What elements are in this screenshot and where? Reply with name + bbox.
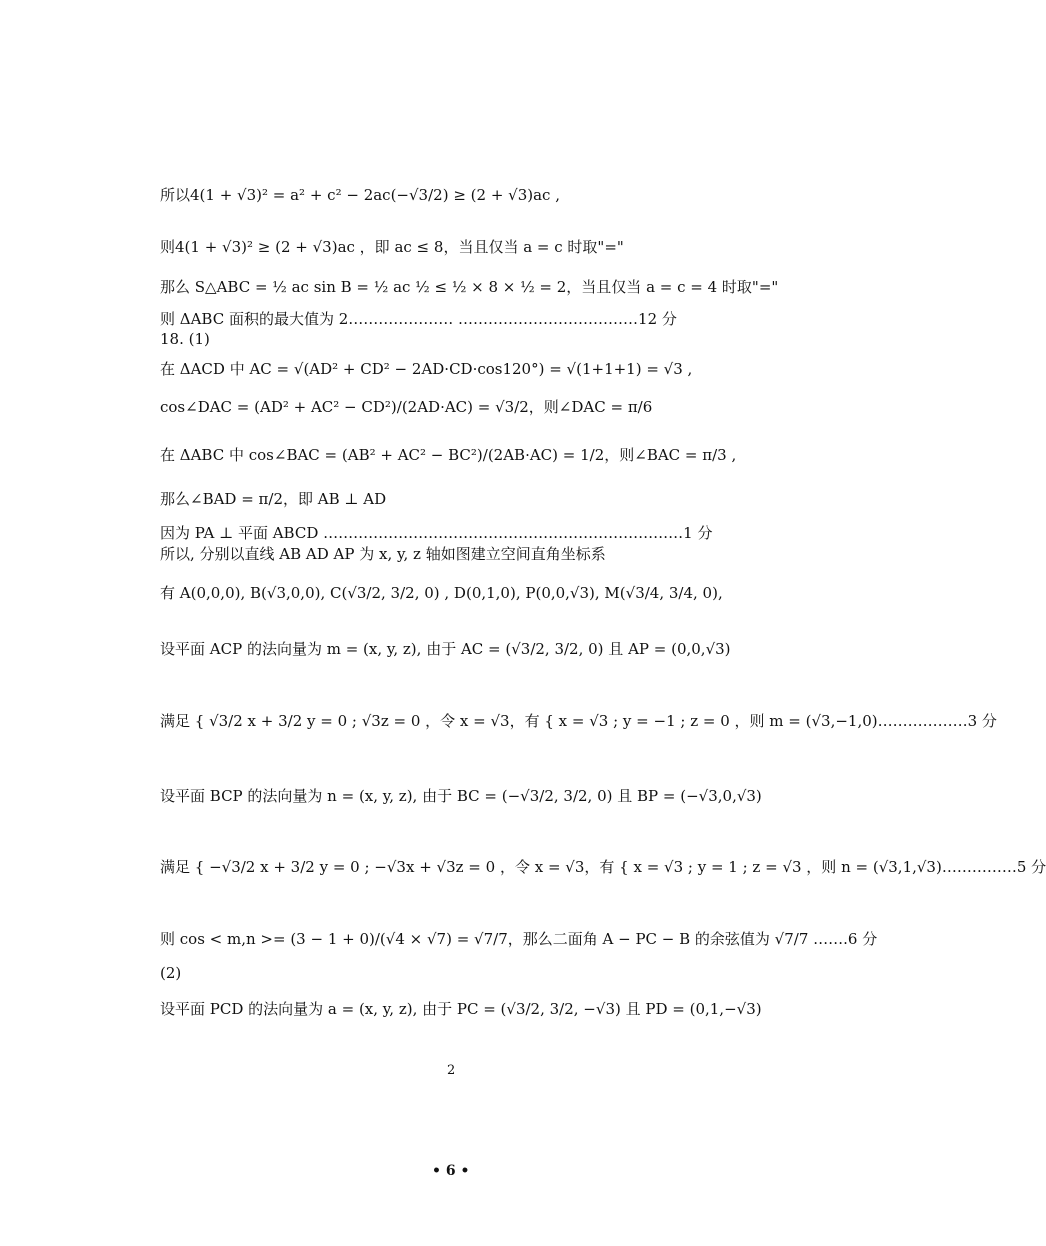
line-2: 则4(1 + √3)² ≥ (2 + √3)ac ，即 ac ≤ 8，当且仅当 a = c 时取"=": [160, 238, 624, 256]
line-8: 在 ΔABC 中 cos∠BAC = (AB² + AC² − BC²)/(2AB·AC) = 1/2，则∠BAC = π/3 ,: [160, 446, 737, 464]
line-1: 所以4(1 + √3)² = a² + c² − 2ac(−√3/2) ≥ (2 + √3)ac ,: [160, 186, 560, 204]
line-19: 设平面 PCD 的法向量为 a = (x, y, z), 由于 PC = (√3/2, 3/2, −√3) 且 PD = (0,1,−√3): [160, 1000, 762, 1018]
line-11: 所以, 分别以直线 AB AD AP 为 x, y, z 轴如图建立空间直角坐标系: [160, 545, 606, 563]
line-6: 在 ΔACD 中 AC = √(AD² + CD² − 2AD·CD·cos120°) = √(1+1+1) = √3 ,: [160, 360, 693, 378]
line-12: 有 A(0,0,0), B(√3,0,0), C(√3/2, 3/2, 0) , D(0,1,0), P(0,0,√3), M(√3/4, 3/4, 0),: [160, 584, 723, 602]
page-number: 2: [447, 1063, 456, 1078]
line-17: 则 cos < m,n >= (3 − 1 + 0)/(√4 × √7) = √7/7，那么二面角 A − PC − B 的余弦值为 √7/7 …….6 分: [160, 930, 878, 948]
line-14: 满足 { √3/2 x + 3/2 y = 0 ; √3z = 0 ，令 x = √3，有 { x = √3 ; y = −1 ; z = 0 ，则 m = (√3,−1,0)………………3 分: [160, 712, 997, 730]
line-3: 那么 S△ABC = ½ ac sin B = ½ ac ½ ≤ ½ × 8 × ½ = 2，当且仅当 a = c = 4 时取"=": [160, 278, 779, 296]
line-16: 满足 { −√3/2 x + 3/2 y = 0 ; −√3x + √3z = 0 ，令 x = √3，有 { x = √3 ; y = 1 ; z = √3 ，则 n = (√3,1,√3)……………5 分: [160, 858, 1046, 876]
line-15: 设平面 BCP 的法向量为 n = (x, y, z), 由于 BC = (−√3/2, 3/2, 0) 且 BP = (−√3,0,√3): [160, 787, 762, 805]
line-9: 那么∠BAD = π/2，即 AB ⊥ AD: [160, 490, 387, 508]
line-13: 设平面 ACP 的法向量为 m = (x, y, z), 由于 AC = (√3/2, 3/2, 0) 且 AP = (0,0,√3): [160, 640, 731, 658]
footer-page-number: • 6 •: [432, 1163, 470, 1179]
question-heading: 18. (1): [160, 330, 210, 348]
subquestion-heading: (2): [160, 964, 182, 982]
line-4: 则 ΔABC 面积的最大值为 2………………… ………………………………12 分: [160, 310, 677, 328]
line-10: 因为 PA ⊥ 平面 ABCD ………………………………………………………………1 分: [160, 524, 713, 542]
line-7: cos∠DAC = (AD² + AC² − CD²)/(2AD·AC) = √3/2，则∠DAC = π/6: [160, 398, 653, 416]
